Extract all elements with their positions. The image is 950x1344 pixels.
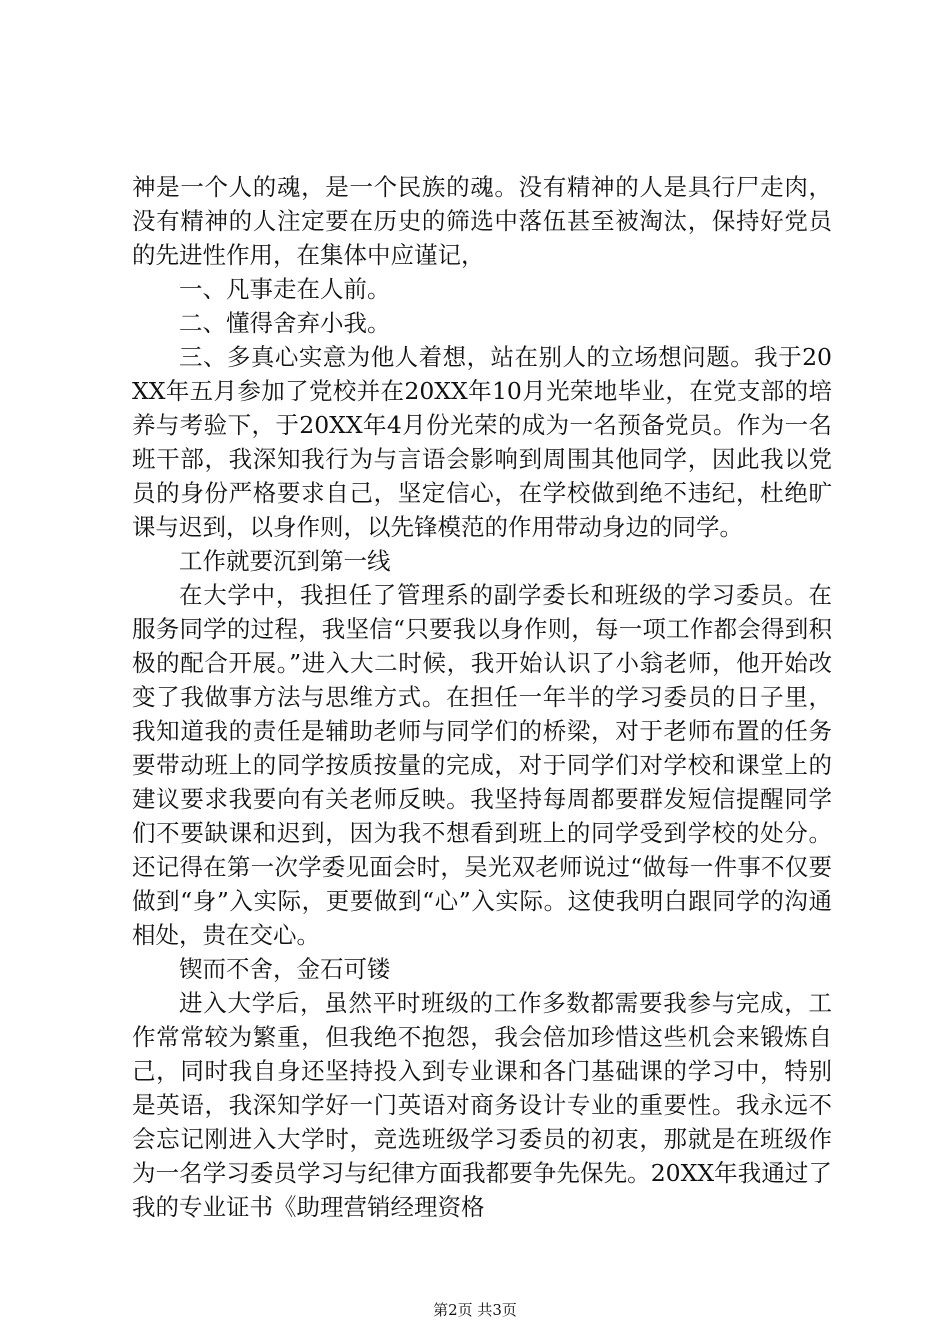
paragraph-work: 在大学中，我担任了管理系的副学委长和班级的学习委员。在服务同学的过程，我坚信“只要我以身作则，每一项工作都会得到积极的配合开展。”进入大二时候，我开始认识了小翁老师，他开始改变了我做事方法与思维方式。在担任一年半的学习委员的日子里，我知道我的责任是辅助老师与同学们的桥梁，对于老师布置的任务要带动班上的同学按质按量的完成，对于同学们对学校和课堂上的建议要求我要向有关老师反映。我坚持每周都要群发短信提醒同学们不要缺课和迟到，因为我不想看到班上的同学受到学校的处分。还记得在第一次学委见面会时，吴光双老师说过“做每一件事不仅要做到“身”入实际，更要做到“心”入实际。这使我明白跟同学的沟通相处，贵在交心。: [132, 581, 832, 949]
list-item-3: 三、多真心实意为他人着想，站在别人的立场想问题。我于20XX年五月参加了党校并在20XX年10月光荣地毕业，在党支部的培养与考验下，于20XX年4月份光荣的成为一名预备党员。作为一名班干部，我深知我行为与言语会影响到周围其他同学，因此我以党员的身份严格要求自己，坚定信心，在学校做到绝不违纪，杜绝旷课与迟到，以身作则，以先锋模范的作用带动身边的同学。: [132, 343, 832, 541]
list-item-1: 一、凡事走在人前。: [179, 275, 391, 303]
section-heading-perseverance: 锲而不舍，金石可镂: [179, 955, 391, 983]
paragraph-continuation: 神是一个人的魂，是一个民族的魂。没有精神的人是具行尸走肉，没有精神的人注定要在历史的筛选中落伍甚至被淘汰，保持好党员的先进性作用，在集体中应谨记，: [132, 173, 832, 269]
paragraph-perseverance: 进入大学后，虽然平时班级的工作多数都需要我参与完成，工作常常较为繁重，但我绝不抱怨，我会倍加珍惜这些机会来锻炼自己，同时我自身还坚持投入到专业课和各门基础课的学习中，特别是英语，我深知学好一门英语对商务设计专业的重要性。我永远不会忘记刚进入大学时，竞选班级学习委员的初衷，那就是在班级作为一名学习委员学习与纪律方面我都要争先保先。20XX年我通过了我的专业证书《助理营销经理资格: [132, 989, 832, 1221]
section-heading-work: 工作就要沉到第一线: [179, 547, 391, 575]
page-number-footer: 第2页 共3页: [433, 1301, 517, 1319]
document-body: [132, 170, 832, 1224]
list-item-2: 二、懂得舍弃小我。: [179, 309, 391, 337]
